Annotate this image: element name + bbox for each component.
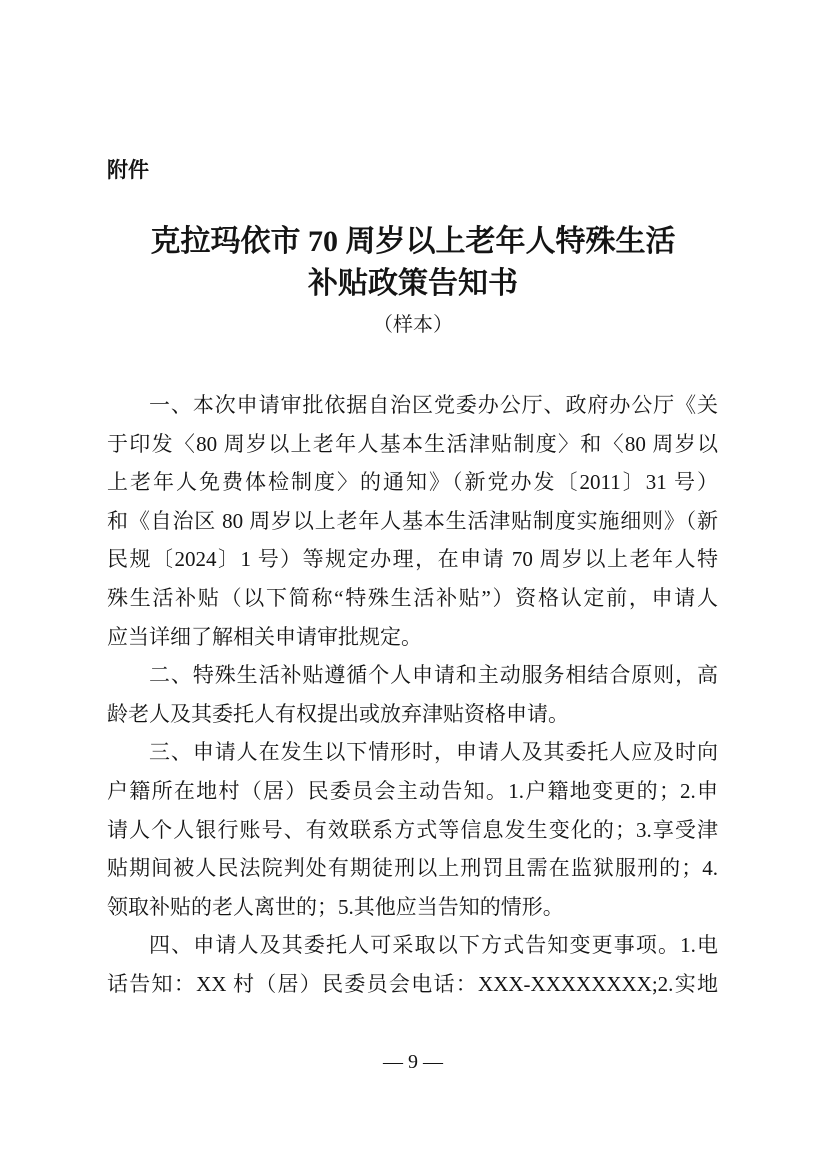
body-line: 户籍所在地村（居）民委员会主动告知。1.户籍地变更的；2.申 <box>107 778 718 803</box>
paragraph-2 <box>107 656 718 733</box>
body-line: 殊生活补贴（以下简称“特殊生活补贴”）资格认定前，申请人 <box>107 585 718 610</box>
body-line: 上老年人免费体检制度〉的通知》（新党办发〔2011〕31 号） <box>107 470 718 495</box>
body-line: 二、特殊生活补贴遵循个人申请和主动服务相结合原则，高 <box>149 663 718 688</box>
body-line: 三、申请人在发生以下情形时，申请人及其委托人应及时向 <box>149 740 718 765</box>
document-body <box>107 386 718 1004</box>
document-subtitle: （样本） <box>373 314 453 336</box>
paragraph-3 <box>107 733 718 926</box>
body-line: 于印发〈80 周岁以上老年人基本生活津贴制度〉和〈80 周岁以 <box>107 431 718 456</box>
body-line: 龄老人及其委托人有权提出或放弃津贴资格申请。 <box>107 701 569 726</box>
page-number: — 9 — <box>383 1051 443 1073</box>
body-line: 民规〔2024〕1 号）等规定办理，在申请 70 周岁以上老年人特 <box>107 547 718 572</box>
paragraph-4 <box>107 926 718 1003</box>
attachment-label: 附件 <box>107 158 149 182</box>
body-line: 和《自治区 80 周岁以上老年人基本生活津贴制度实施细则》（新 <box>107 508 718 533</box>
body-line: 话告知：XX 村（居）民委员会电话：XXX-XXXXXXXX;2.实地 <box>107 971 718 996</box>
body-line: 一、本次申请审批依据自治区党委办公厅、政府办公厅《关 <box>149 393 718 417</box>
document-title-line-1: 克拉玛依市 70 周岁以上老年人特殊生活 <box>150 225 676 258</box>
paragraph-1 <box>107 386 718 656</box>
body-line: 贴期间被人民法院判处有期徒刑以上刑罚且需在监狱服刑的；4. <box>107 856 718 881</box>
body-line: 应当详细了解相关申请审批规定。 <box>107 624 422 649</box>
body-line: 四、申请人及其委托人可采取以下方式告知变更事项。1.电 <box>149 933 718 958</box>
body-line: 请人个人银行账号、有效联系方式等信息发生变化的；3.享受津 <box>107 817 718 842</box>
document-title-line-2: 补贴政策告知书 <box>308 267 518 300</box>
body-line: 领取补贴的老人离世的；5.其他应当告知的情形。 <box>107 894 564 919</box>
